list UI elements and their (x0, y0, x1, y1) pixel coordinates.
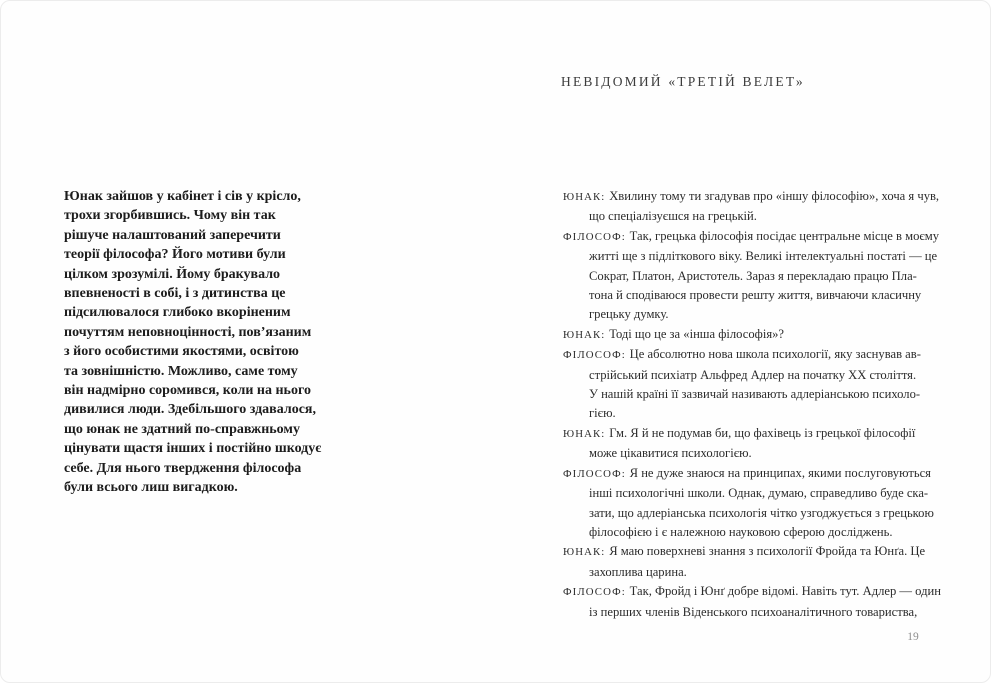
dialogue-cont-line: із перших членів Віденського психоаналітичного товариства, (589, 604, 918, 619)
narration-line: цінувати щастя інших і постійно шкодує (64, 441, 322, 457)
dialogue-first-line: ЮНАК: Я маю поверхневі знання з психології Фройда та Юнґа. Це (563, 544, 926, 559)
dialogue-first-line: ФІЛОСОФ: Так, грецька філософія посідає центральне місце в моєму (563, 228, 940, 243)
dialogue-cont-line: стрійський психіатр Альфред Адлер на початку XX століття. (589, 367, 917, 382)
dialogue-cont-line: може цікавитися психологією. (589, 446, 752, 461)
dialogue-first-line: ЮНАК: Тоді що це за «інша філософія»? (563, 326, 785, 341)
narration-line: він надмірно соромився, коли на нього (64, 383, 311, 399)
narration-line: були всього лиш вигадкою. (64, 480, 238, 496)
dialogue-cont-line: гією. (589, 406, 616, 421)
chapter-title: НЕВІДОМИЙ «ТРЕТІЙ ВЕЛЕТ» (561, 74, 805, 89)
speaker-label: ЮНАК: (563, 191, 610, 203)
narration-line: трохи згорбившись. Чому він так (64, 208, 276, 224)
narration-line: підсилювалося глибоко вкоріненим (64, 305, 291, 321)
speaker-label: ЮНАК: (563, 328, 610, 341)
speaker-label: ФІЛОСОФ: (563, 230, 630, 243)
dialogue-cont-line: грецьку думку. (589, 307, 669, 322)
dialogue-cont-line: Сократ, Платон, Аристотель. Зараз я перекладаю працю Пла- (589, 268, 917, 283)
speaker-label: ФІЛОСОФ: (563, 586, 630, 599)
speaker-label: ЮНАК: (563, 546, 610, 559)
narration-line: та зовнішністю. Можливо, саме тому (64, 363, 298, 379)
speaker-label: ЮНАК: (563, 427, 610, 440)
dialogue-first-line: ЮНАК: Гм. Я й не подумав би, що фахівець із грецької філософії (563, 425, 916, 440)
narration-line: цілком зрозумілі. Йому бракувало (64, 266, 281, 282)
narration-line: з його особистими якостями, освітою (64, 344, 299, 360)
dialogue-first-line: ФІЛОСОФ: Це абсолютно нова школа психології, яку заснував ав- (563, 347, 921, 362)
dialogue-cont-line: що спеціалізуєшся на грецькій. (589, 209, 757, 224)
speaker-label: ФІЛОСОФ: (563, 349, 630, 362)
dialogue-first-line: ФІЛОСОФ: Я не дуже знаюся на принципах, якими послуговуються (563, 465, 931, 480)
narration-line: Юнак зайшов у кабінет і сів у крісло, (64, 189, 301, 204)
dialogue-cont-line: тона й сподіваюся провести решту життя, вивчаючи класичну (589, 288, 922, 303)
narration-line: себе. Для нього твердження філософа (64, 460, 302, 476)
page-number: 19 (907, 631, 919, 643)
narration-line: впевненості в собі, і з дитинства це (64, 286, 286, 302)
narration-line: дивилися люди. Здебільшого здавалося, (64, 402, 316, 418)
speaker-label: ФІЛОСОФ: (563, 467, 630, 480)
dialogue-cont-line: захоплива царина. (589, 564, 687, 579)
narration-text (64, 187, 364, 498)
narration-line: рішуче налаштований заперечити (64, 227, 281, 243)
dialogue-cont-line: житті ще з підліткового віку. Великі інтелектуальні постаті — це (589, 249, 938, 264)
narration-line: теорії філософа? Його мотиви були (64, 247, 286, 263)
dialogue-first-line: ФІЛОСОФ: Так, Фройд і Юнґ добре відомі. Навіть тут. Адлер — один (563, 584, 941, 599)
narration-line: що юнак не здатний по-справжньому (64, 421, 300, 437)
dialogue-cont-line: інші психологічні школи. Однак, думаю, справедливо буде ска- (589, 486, 929, 501)
narration-line: почуттям неповноцінності, пов’язаним (64, 324, 312, 340)
dialogue-first-line: ЮНАК: Хвилину тому ти згадував про «іншу філософію», хоча я чув, (563, 189, 940, 203)
dialogue-cont-line: філософією і є належною науковою сферою досліджень. (589, 524, 893, 539)
dialogue-cont-line: зати, що адлеріанська психологія чітко узгоджується з грецькою (589, 505, 934, 520)
dialogue-cont-line: У нашій країні її зазвичай називають адлеріанською психоло- (589, 387, 921, 402)
dialogue (563, 187, 943, 622)
